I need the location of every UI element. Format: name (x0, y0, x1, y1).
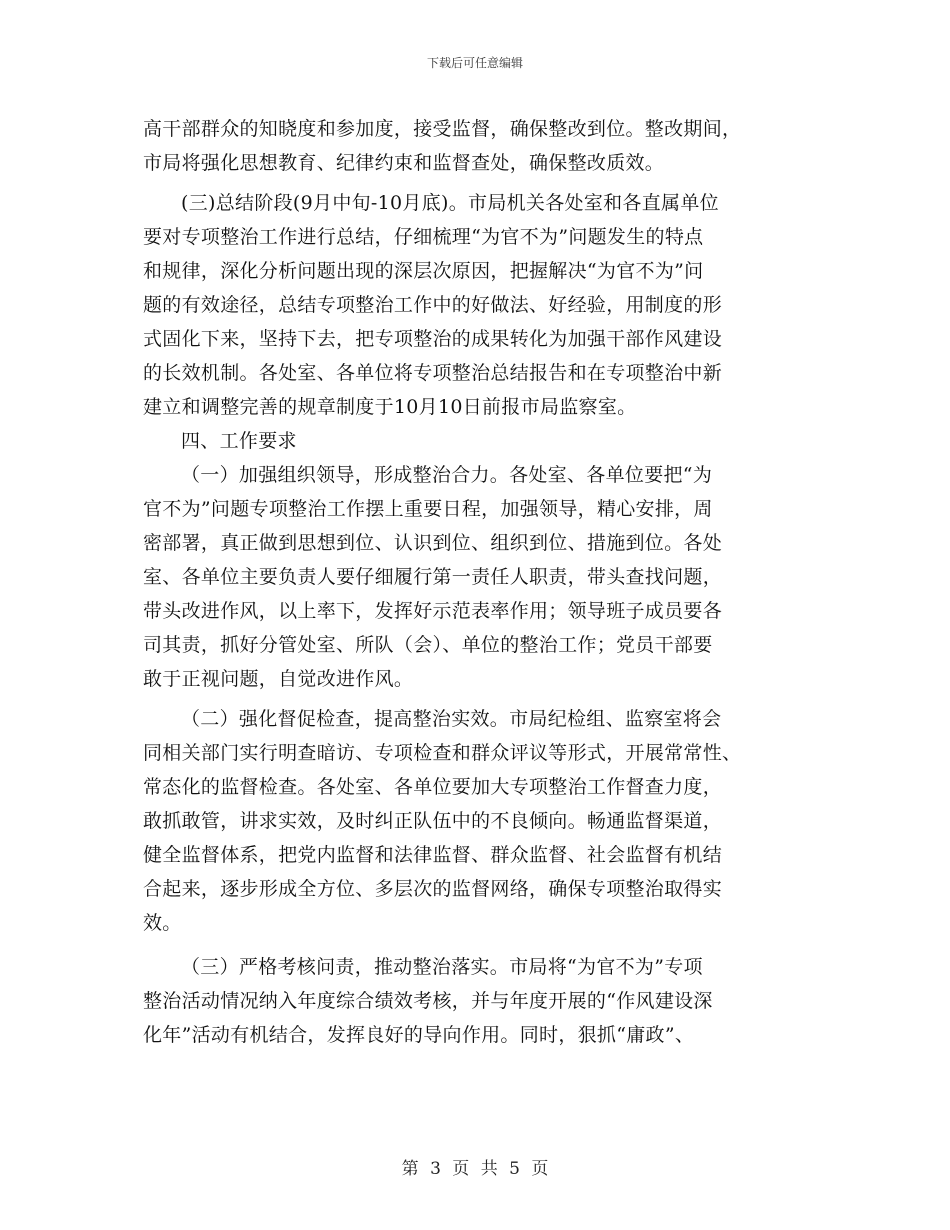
text-line: 题的有效途径，总结专项整治工作中的好做法、好经验，用制度的形 (143, 294, 723, 316)
text-line: 要对专项整治工作进行总结，仔细梳理“为官不为”问题发生的特点 (143, 226, 704, 248)
text-line: 敢抓敢管，讲求实效，及时纠正队伍中的不良倾向。畅通监督渠道， (143, 810, 723, 832)
paragraph-start-line: （一）加强组织领导，形成整治合力。各处室、各单位要把“为 (181, 464, 713, 486)
text-line: 室、各单位主要负责人要仔细履行第一责任人职责，带头查找问题， (143, 566, 723, 588)
text-line: 同相关部门实行明查暗访、专项检查和群众评议等形式，开展常常性、 (143, 742, 742, 764)
text-line: 健全监督体系，把党内监督和法律监督、群众监督、社会监督有机结 (143, 844, 723, 866)
paragraph-start-line: (三)总结阶段(9月中旬-10月底)。市局机关各处室和各直属单位 (181, 192, 719, 214)
text-line: 合起来，逐步形成全方位、多层次的监督网络，确保专项整治取得实 (143, 878, 723, 900)
page-number: 第 3 页 共 5 页 (401, 1159, 549, 1179)
text-line: 常态化的监督检查。各处室、各单位要加大专项整治工作督查力度， (143, 776, 723, 798)
paragraph-start-line: （三）严格考核问责，推动整治落实。市局将“为官不为”专项 (181, 956, 703, 978)
text-line: 密部署，真正做到思想到位、认识到位、组织到位、措施到位。各处 (143, 532, 723, 554)
text-line: 市局将强化思想教育、纪律约束和监督查处，确保整改质效。 (143, 152, 665, 174)
text-line: 整治活动情况纳入年度综合绩效考核，并与年度开展的“作风建设深 (143, 990, 713, 1012)
text-line: 效。 (143, 912, 182, 934)
page-header: 下载后可任意编辑 (426, 56, 523, 70)
text-line: 敢于正视问题，自觉改进作风。 (143, 668, 414, 690)
text-line: 和规律，深化分析问题出现的深层次原因，把握解决“为官不为”问 (143, 260, 704, 282)
text-line: 带头改进作风，以上率下，发挥好示范表率作用；领导班子成员要各 (143, 600, 723, 622)
paragraph-start-line: （二）强化督促检查，提高整治实效。市局纪检组、监察室将会 (181, 708, 722, 730)
text-line: 式固化下来，坚持下去，把专项整治的成果转化为加强干部作风建设 (143, 328, 723, 350)
text-line: 司其责，抓好分管处室、所队（会）、单位的整治工作；党员干部要 (143, 634, 713, 656)
text-line: 高干部群众的知晓度和参加度，接受监督，确保整改到位。整改期间， (143, 118, 742, 140)
text-line: 建立和调整完善的规章制度于10月10日前报市局监察室。 (143, 396, 637, 418)
section-heading: 四、工作要求 (181, 430, 297, 452)
text-line: 的长效机制。各处室、各单位将专项整治总结报告和在专项整治中新 (143, 362, 723, 384)
text-line: 官不为”问题专项整治工作摆上重要日程，加强领导，精心安排，周 (143, 498, 713, 520)
document-body (143, 112, 811, 1052)
text-line: 化年”活动有机结合，发挥良好的导向作用。同时，狠抓“庸政”、 (143, 1024, 695, 1046)
